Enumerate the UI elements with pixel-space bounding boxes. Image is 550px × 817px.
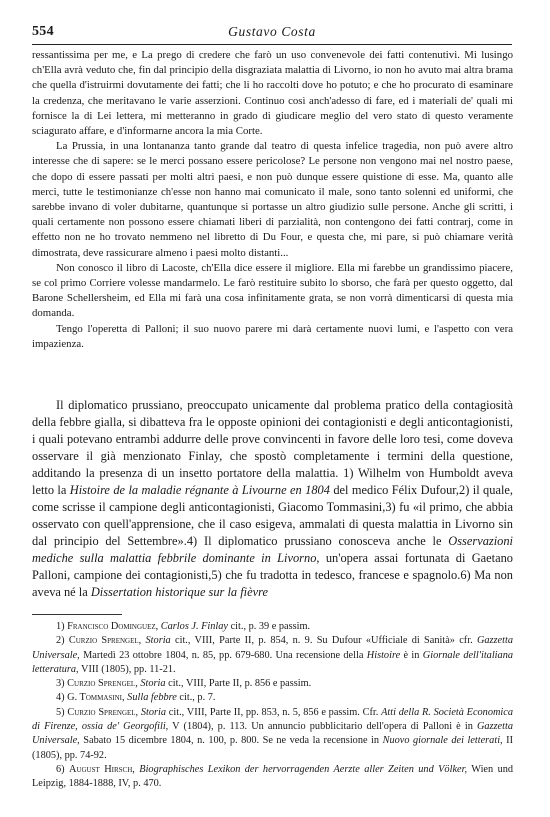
work-title: Carlos J. Finlay [160, 621, 228, 632]
main-text-span: del medico Félix Dufour, [329, 483, 460, 497]
footnote-ref-1: 1) [343, 466, 354, 480]
main-text-span: che fu tradotta in tedesco, francese e spagnolo. [221, 568, 461, 582]
footnote-2 [32, 634, 513, 677]
footnote-ref-6: 6) [460, 568, 471, 582]
letter-paragraph-2: La Prussia, in una lontananza tanto grande dal teatro di questa infelice tragedia, non può avere altro interesse che di sapere: se le merci possano essere pericolose? Le persone non vengono mai nel nostro paese, che dopo di essere passati per molti altri paesi, e non può dunque essere quistione di esse. Ma, quanto alle merci, tutte le testimonianze ch'esse non hanno mai comunicato il male, sono tanto solenni ed uniformi, che sarebbe invano di voler dubitarne, quantunque si portasse un altro giudizio sulle persone. Anche gli scritti, i quali certamente non possono essere chiamati liberi di parzialità, non contengono dei fatti contrarj, come in effetto non ne ho trovato nemmeno nel libretto di Du Four, e questa che, mi pare, si può chiamare verità dimostrata, deve rassicurare almeno i paesi molto distanti... [32, 140, 513, 259]
footnote-number: 3) [56, 678, 65, 690]
quoted-letter [32, 48, 513, 352]
citation-text: II (1805), pp. 74-92. [32, 735, 514, 761]
footnote-ref-5: 5) [211, 568, 222, 582]
running-title: Gustavo Costa [228, 24, 316, 39]
citation-text: Martedì 23 ottobre 1804, n. 85, pp. 679-680. Una recensione della [79, 649, 367, 661]
footnote-3 [32, 677, 513, 691]
footnote-6 [32, 763, 513, 792]
footnote-number: 5) [56, 706, 65, 718]
citation-text: VIII (1805), pp. 11-21. [78, 663, 176, 675]
author-name: G. Tommasini, [67, 692, 125, 704]
author-name: Curzio Sprengel, [68, 635, 142, 647]
work-title: Biographisches Lexikon der hervorragenden Aerzte aller Zeiten und Völker, [139, 763, 468, 775]
main-paragraph [32, 397, 513, 601]
work-title: Gazzetta Universale, [32, 721, 513, 747]
footnote-5 [32, 706, 513, 763]
citation-text: Wien und Leipzig, 1884-1888, IV, p. 470. [32, 763, 514, 790]
footnote-ref-3: 3) [385, 500, 396, 514]
main-text-span: , un'opera assai fortunata di Gaetano Palloni, campione dei contagionisti, [32, 551, 513, 582]
letter-paragraph-3: Non conosco il libro di Lacoste, ch'Ella dice essere il migliore. Ella mi farebbe un grandissimo piacere, se col primo Corriere volesse mandarmelo. Le farò restituire subito lo sborso, che farà per questo oggetto, dal Barone Schellersheim, ed Ella mi farà una cosa infinitamente grata, se non vorrà dimenticarsi di questa mia domanda. [32, 261, 513, 320]
author-name: Curzio Sprengel, [67, 678, 138, 690]
title-histoire: Histoire de la maladie régnante à Livourne en 1804 [69, 483, 330, 497]
footnote-ref-2: 2) [459, 483, 470, 497]
header-rule [32, 44, 512, 45]
work-title: Histoire [366, 649, 401, 661]
citation-text: cit., VIII, Parte II, p. 856 e passim. [165, 678, 312, 690]
letter-paragraph-1: ressantissima per me, e La prego di credere che farò un uso convenevole dei fatti contenutivi. Mi lusingo ch'Ella avrà veduto che, fin dal principio della disgraziata malattia di Livorno, io non ho avuto mai altra brama che quella d'istruirmi dovutamente dei fatti; che li ho raccolti dove ho potuto; e che ho procurato di esaminare la credenza, che meritavano le varie asserzioni. Continuo così anch'adesso di fare, ed i materiali de' quali mi fornisce la di Lei lettera, mi metteranno in grado di giudicare meglio del vero stato di questo veramente sciagurato affare, e d'informarne ancora la mia Corte. [32, 49, 513, 138]
work-title: Storia [140, 678, 166, 690]
work-title: Atti della R. Società Economica di Firenze, ossia de' Georgofili, [32, 706, 513, 733]
footnote-number: 6) [56, 763, 65, 775]
work-title: Nuovo giornale dei letterati, [382, 735, 503, 747]
title-dissertation: Dissertation historique sur la fièvre [90, 585, 268, 599]
work-title: Giornale dell'italiana letteratura, [32, 649, 513, 675]
work-title: Storia [145, 635, 171, 647]
footnotes [32, 620, 513, 792]
main-text-span: Ma non aveva né la [32, 568, 513, 599]
citation-text: è in [400, 649, 423, 661]
footnote-number: 1) [56, 621, 65, 632]
main-text-span: fu «il primo, che abbia osservato con quell'apprensione, che il caso esigeva, ammalati di questa malattia in Livorno sin dal principio del Settembre». [32, 500, 513, 548]
letter-paragraph-4: Tengo l'operetta di Palloni; il suo nuovo parere mi darà certamente nuovi lumi, e l'aspetto con vera impazienza. [32, 322, 513, 350]
footnote-number: 2) [56, 635, 65, 647]
citation-text: cit., p. 7. [176, 692, 216, 704]
author-name: Curzio Sprengel, [67, 706, 139, 718]
citation-text: Sabato 15 dicembre 1804, n. 100, p. 800. Se ne veda la recensione in [79, 735, 383, 747]
footnote-rule [32, 614, 122, 615]
page-number: 554 [32, 24, 54, 39]
page-header [32, 24, 512, 44]
title-osservazioni: Osservazioni mediche sulla malattia febbrile dominante in Livorno [32, 534, 513, 565]
main-text-span: Il diplomatico prussiano conosceva anche le [197, 534, 449, 548]
citation-text: cit., VIII, Parte II, p. 854, n. 9. Su Dufour «Ufficiale di Sanità» cfr. [170, 635, 477, 647]
main-text-span: Il diplomatico prussiano, preoccupato unicamente dal problema pratico della contagiosità della febbre gialla, si dibatteva fra le opposte opinioni dei contagionisti e degli anticontagionisti, i quali potevano entrambi addurre delle prove convincenti in favore delle loro tesi, come doveva osservare il già menzionato Finlay, che spostò completamente i termini della questione, additando la presenza di un insetto portatore della malattia. [32, 398, 513, 480]
footnote-1 [32, 620, 513, 634]
citation-text: cit., p. 39 e passim. [228, 621, 311, 632]
work-title: Storia [140, 706, 167, 718]
main-text [32, 397, 513, 601]
work-title: Sulla febbre [127, 692, 177, 704]
author-name: Francisco Dominguez, [67, 621, 159, 632]
footnote-4 [32, 691, 513, 705]
main-text-span: il quale, come scrisse il campione degli anticontagionisti, Giacomo Tommasini, [32, 483, 513, 514]
footnote-number: 4) [56, 692, 65, 704]
author-name: August Hirsch, [69, 763, 135, 775]
citation-text: V (1804), p. 113. Un annuncio pubblicitario dell'opera di Palloni è in [168, 721, 477, 733]
footnote-ref-4: 4) [186, 534, 198, 548]
work-title: Gazzetta Universale, [32, 635, 513, 661]
main-text-span: Wilhelm von Humboldt aveva letto la [32, 466, 513, 497]
citation-text: cit., VIII, Parte II, pp. 853, n. 5, 856 e passim. Cfr. [166, 706, 382, 718]
